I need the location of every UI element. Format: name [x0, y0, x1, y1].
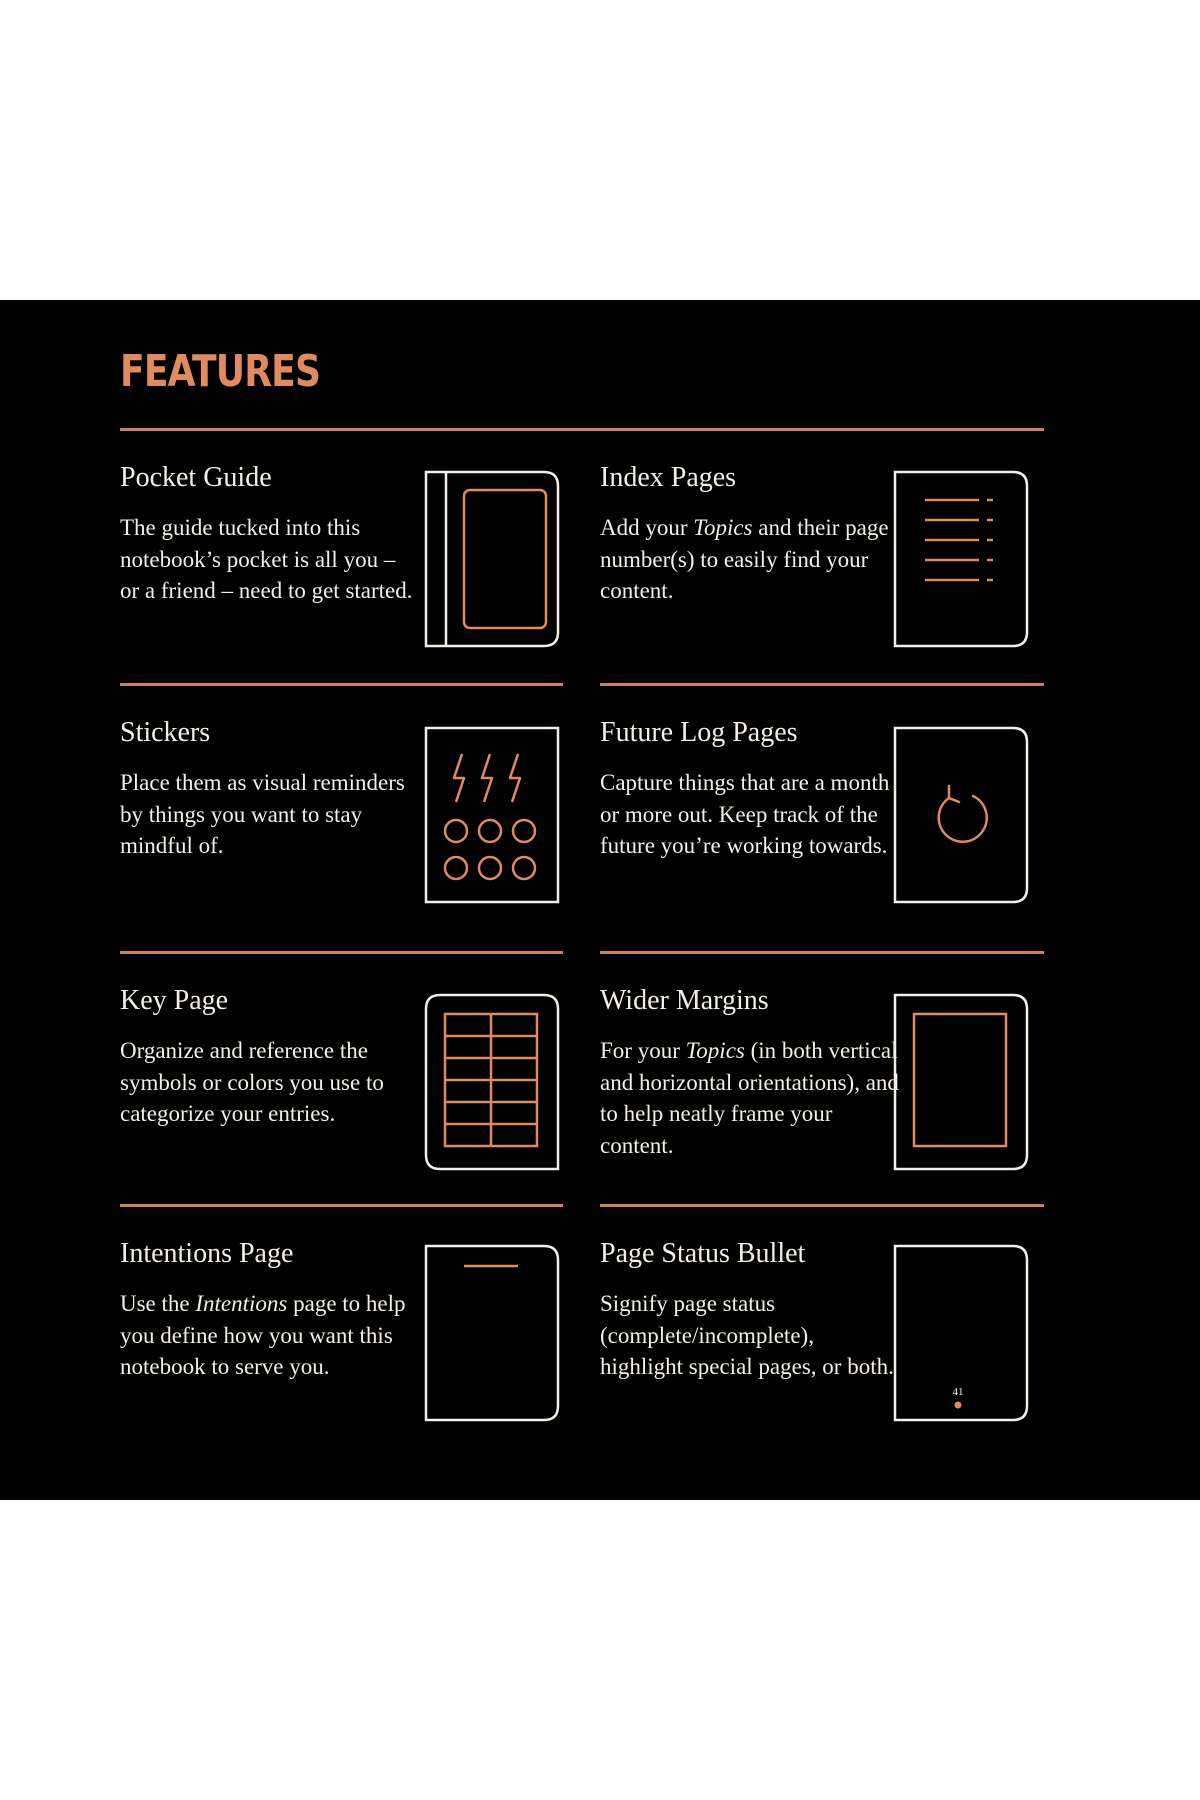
wider-margins-icon — [893, 993, 1029, 1171]
feature-wider-margins — [600, 985, 900, 1161]
divider-row-3-right — [600, 1204, 1044, 1207]
feature-title: Page Status Bullet — [600, 1238, 806, 1269]
divider-row-1-right — [600, 683, 1044, 686]
feature-title: Pocket Guide — [120, 462, 272, 493]
feature-future-log-pages — [600, 717, 900, 862]
feature-description: For your Topics (in both vertical and horizontal orientations), and to help neatly frame your content. — [600, 1038, 899, 1158]
intentions-page-icon — [424, 1244, 560, 1422]
feature-description: Add your Topics and their page number(s) to easily find your content. — [600, 515, 889, 603]
feature-description: Organize and reference the symbols or colors you use to categorize your entries. — [120, 1038, 384, 1126]
page-number: 41 — [952, 1386, 964, 1398]
divider-row-2-right — [600, 951, 1044, 954]
stickers-icon — [424, 726, 560, 904]
feature-intentions-page — [120, 1238, 420, 1383]
feature-key-page — [120, 985, 420, 1130]
divider-row-2-left — [120, 951, 563, 954]
feature-description: Capture things that are a month or more out. Keep track of the future you’re working towards. — [600, 770, 890, 858]
page-title: FEATURES — [120, 346, 321, 397]
status-bullet-dot — [955, 1402, 962, 1409]
key-page-icon — [424, 993, 560, 1171]
feature-description: The guide tucked into this notebook’s pocket is all you – or a friend – need to get started. — [120, 515, 413, 603]
feature-title: Wider Margins — [600, 985, 769, 1016]
pocket-guide-icon — [424, 470, 560, 648]
feature-title: Stickers — [120, 717, 211, 748]
page-status-bullet-icon — [893, 1244, 1029, 1422]
feature-description: Use the Intentions page to help you define how you want this notebook to serve you. — [120, 1291, 406, 1379]
feature-title: Intentions Page — [120, 1238, 294, 1269]
feature-page-status-bullet — [600, 1238, 900, 1383]
feature-title: Index Pages — [600, 462, 737, 493]
divider-row-1-left — [120, 683, 563, 686]
divider-top — [120, 428, 1044, 431]
features-panel — [0, 300, 1200, 1500]
feature-title: Future Log Pages — [600, 717, 798, 748]
feature-title: Key Page — [120, 985, 229, 1016]
feature-description: Signify page status (complete/incomplete), highlight special pages, or both. — [600, 1291, 894, 1379]
feature-description: Place them as visual reminders by things you want to stay mindful of. — [120, 770, 405, 858]
divider-row-3-left — [120, 1204, 563, 1207]
feature-index-pages — [600, 462, 900, 607]
feature-stickers — [120, 717, 420, 862]
feature-pocket-guide — [120, 462, 420, 607]
index-pages-icon — [893, 470, 1029, 648]
future-log-icon — [893, 726, 1029, 904]
